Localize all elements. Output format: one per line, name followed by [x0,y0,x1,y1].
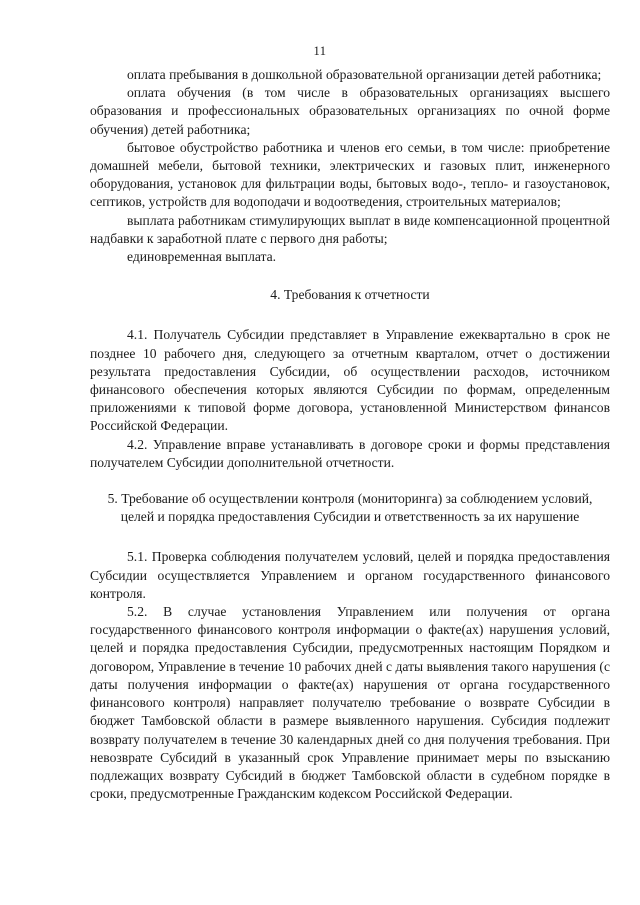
list-item: оплата пребывания в дошкольной образовательной организации детей работника; [127,67,602,82]
page-number: 11 [313,44,327,58]
list-item: выплата работникам стимулирующих выплат в виде компенсационной процентной надбавки к заработной плате с первого дня работы; [90,212,610,246]
paragraph-5-2: 5.2. В случае установления Управлением или получения от органа государственного финансового контроля информации о факте(ах) нарушения условий, целей и порядка предоставления Субсидии, предусмотренных настоящим Порядком и договором, Управление в течение 10 рабочих дней с даты выявления такого нарушения (с даты получения информации о факте(ах) нарушения от органа государственного финансового контроля) направляет получателю требование о возврате Субсидии в бюджет Тамбовской области в размере выявленного нарушения. Субсидия подлежит возврату получателем в течение 30 календарных дней со дня получения требования. При невозврате Субсидий в указанный срок Управление принимает меры по взысканию подлежащих возврату Субсидий в бюджет Тамбовской области в судебном порядке в сроки, предусмотренные Гражданским кодексом Российской Федерации. [90,604,610,802]
list-item: бытовое обустройство работника и членов его семьи, в том числе: приобретение домашней мебели, бытовой техники, электрических и газовых плит, инженерного оборудования, установок для фильтрации воды, бытовых водо-, тепло- и газоустановок, септиков, устройств для водоподачи и водоотведения, строительных материалов; [90,139,610,210]
paragraph-4-2: 4.2. Управление вправе устанавливать в договоре сроки и формы представления получателем Субсидии дополнительной отчетности. [90,436,610,470]
paragraph-5-1: 5.1. Проверка соблюдения получателем условий, целей и порядка предоставления Субсидии осуществляется Управлением и органом государственного финансового контроля. [90,549,610,601]
list-item: оплата обучения (в том числе в образовательных организациях высшего образования и профессиональных образовательных организациях по очной форме обучения) детей работника; [90,85,610,137]
list-item: единовременная выплата. [127,249,277,265]
section-5-heading: 5. Требование об осуществлении контроля (мониторинга) за соблюдением условий, целей и порядка предоставления Субсидии и ответственность за их нарушение [107,491,593,525]
document-body [90,66,610,803]
section-4-heading: 4. Требования к отчетности [270,287,430,303]
paragraph-4-1: 4.1. Получатель Субсидии представляет в Управление ежеквартально в срок не позднее 10 рабочего дня, следующего за отчетным кварталом, отчет о достижении результата предоставления Субсидии, об осуществлении расходов, источником финансового обеспечения которых являются Субсидии по формам, определенным приложениями к типовой форме договора, установленной Министерством финансов Российской Федерации. [90,327,610,434]
